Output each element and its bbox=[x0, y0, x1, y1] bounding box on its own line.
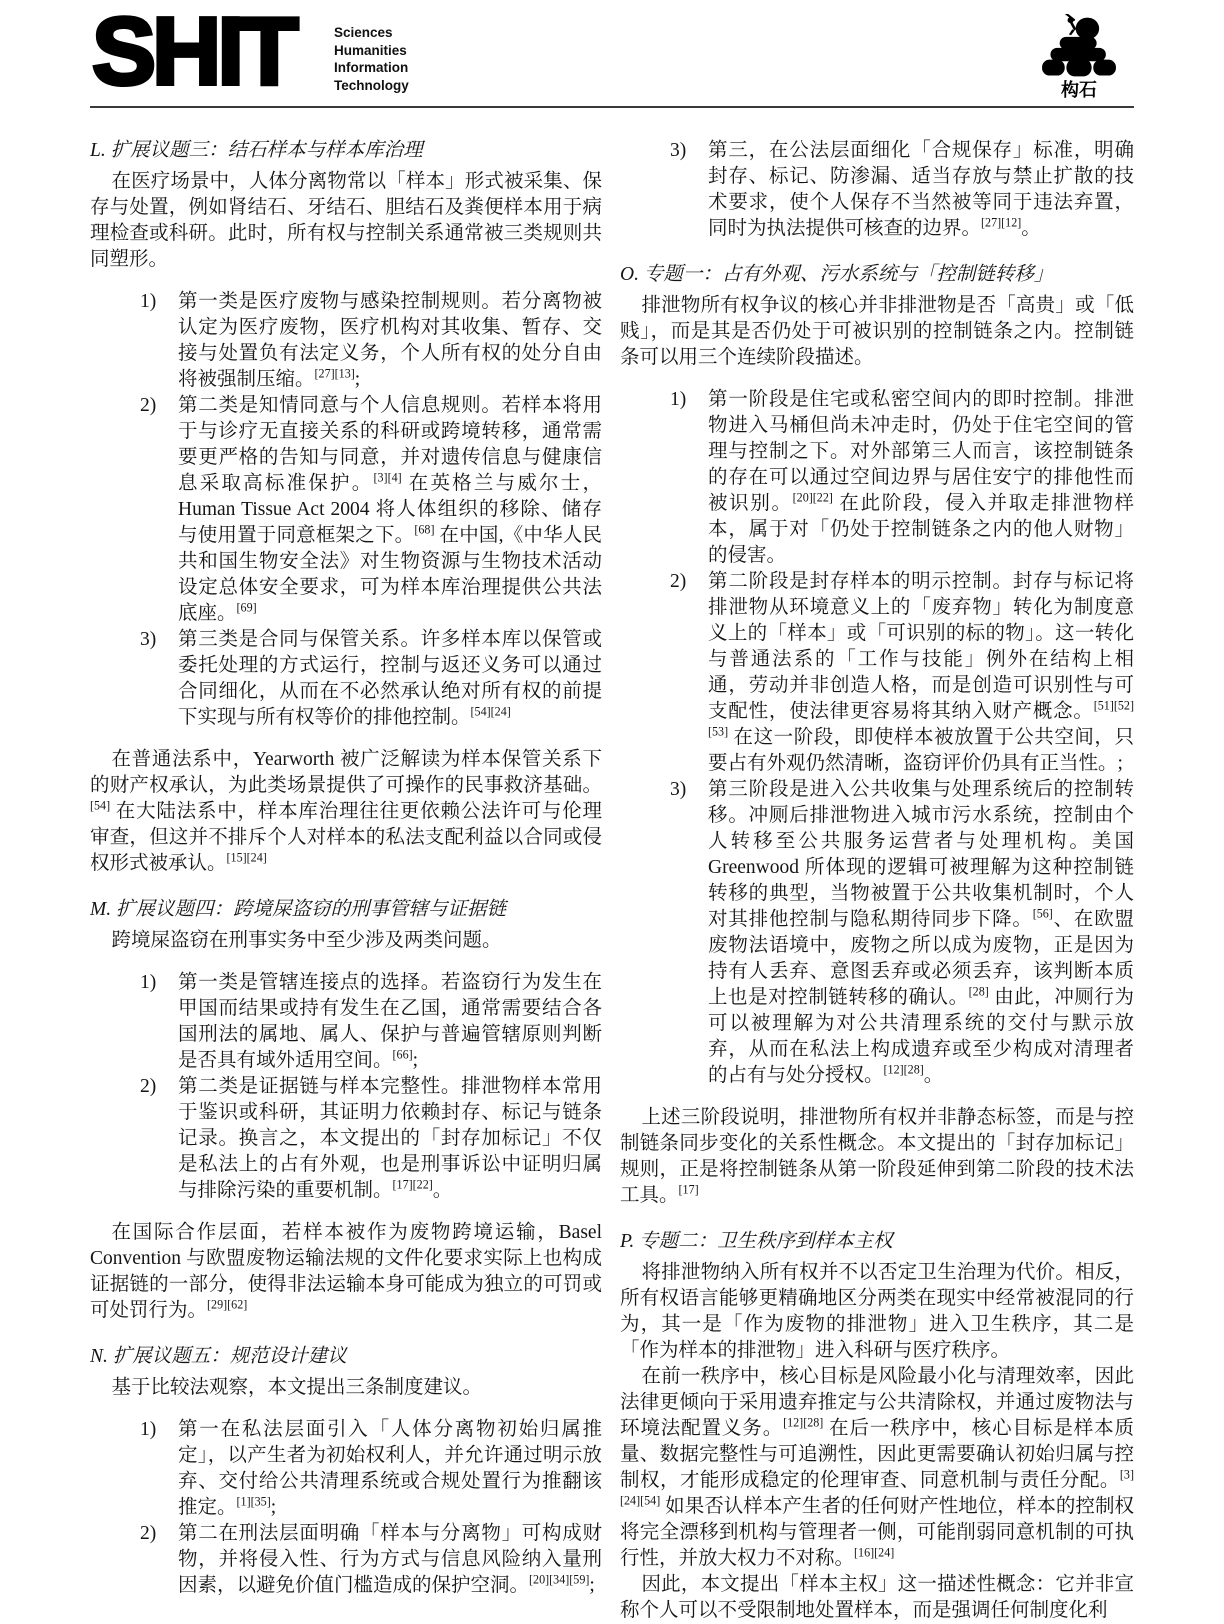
paragraph-common-law: 在普通法系中，Yearworth 被广泛解读为样本保管关系下的财产权承认，为此类场景提供了可操作的民事救济基础。[54] 在大陆法系中，样本库治理往往更依赖公法许可与伦理审查，但这并不排斥个人对样本的私法支配利益以合同或侵权形式被承认。[15][24] bbox=[90, 749, 602, 874]
section-N-list-continued bbox=[620, 138, 1134, 242]
list-item bbox=[620, 777, 1134, 1089]
section-N-list bbox=[90, 1417, 602, 1599]
section-L-intro: 在医疗场景中，人体分离物常以「样本」形式被采集、保存与处置，例如肾结石、牙结石、胆结石及粪便样本用于病理检查或科研。此时，所有权与控制关系通常被三类规则共同塑形。 bbox=[90, 171, 602, 270]
publisher-logo bbox=[1036, 14, 1122, 99]
list-item-text: 第二阶段是封存样本的明示控制。封存与标记将排泄物从环境意义上的「废弃物」转化为制度意义上的「样本」或「可识别的标的物」。这一转化与普通法系的「工作与技能」例外在结构上相通，劳动并非创造人格，而是创造可识别性与可支配性，使法律更容易将其纳入财产概念。[51][52][53] 在这一阶段，即使样本被放置于公共空间，只要占有外观仍然清晰，盗窃评价仍具有正当性。; bbox=[708, 571, 1134, 774]
list-item bbox=[90, 393, 602, 627]
list-item-number: 3) bbox=[140, 629, 157, 650]
list-item bbox=[90, 1074, 602, 1204]
list-item-text: 第二类是知情同意与个人信息规则。若样本将用于与诊疗无直接关系的科研或跨境转移，通常需要更严格的告知与同意，并对遗传信息与健康信息采取高标准保护。[3][4] 在英格兰与威尔士，Human Tissue Act 2004 将人体组织的移除、储存与使用置于同意框架之下。[68] 在中国,《中华人民共和国生物安全法》对生物资源与生物技术活动设定总体安全要求，可为样本库治理提供公共法底座。[69] bbox=[178, 395, 602, 624]
section-P-paragraph-2: 在前一秩序中，核心目标是风险最小化与清理效率，因此法律更倾向于采用遗弃推定与公共清除权，并通过废物法与环境法配置义务。[12][28] 在后一秩序中，核心目标是样本质量、数据完整性与可追溯性，因此更需要确认初始归属与控制权，才能形成稳定的伦理审查、同意机制与责任分配。[3][24][54] 如果否认样本产生者的任何财产性地位，样本的控制权将完全漂移到机构与管理者一侧，可能削弱同意机制的可执行性，并放大权力不对称。[16][24] bbox=[620, 1366, 1134, 1569]
section-O-list bbox=[620, 387, 1134, 1089]
list-item bbox=[620, 138, 1134, 242]
section-P-paragraph-3: 因此，本文提出「样本主权」这一描述性概念：它并非宣称个人可以不受限制地处置样本，而是强调任何制度化利 bbox=[620, 1574, 1134, 1621]
section-N-intro: 基于比较法观察，本文提出三条制度建议。 bbox=[111, 1377, 482, 1398]
section-heading-L: L. 扩展议题三：结石样本与样本库治理 bbox=[90, 140, 423, 161]
list-item-number: 2) bbox=[140, 1076, 157, 1097]
publisher-caption: 构石 bbox=[1061, 80, 1097, 100]
list-item-text: 第一阶段是住宅或私密空间内的即时控制。排泄物进入马桶但尚未冲走时，仍处于住宅空间的管理与控制之下。对外部第三人而言，该控制链条的存在可以通过空间边界与居住安宁的排他性而被识别。[20][22] 在此阶段，侵入并取走排泄物样本，属于对「仍处于控制链条之内的他人财物」的侵害。 bbox=[708, 389, 1134, 566]
list-item-number: 1) bbox=[140, 291, 157, 312]
list-item-number: 2) bbox=[140, 395, 157, 416]
section-P-paragraph-1: 将排泄物纳入所有权并不以否定卫生治理为代价。相反，所有权语言能够更精确地区分两类在现实中经常被混同的行为，其一是「作为废物的排泄物」进入卫生秩序，其二是「作为样本的排泄物」进入科研与医疗秩序。 bbox=[620, 1262, 1134, 1361]
list-item bbox=[90, 1521, 602, 1599]
section-L-list bbox=[90, 289, 602, 731]
section-M-intro: 跨境屎盗窃在刑事实务中至少涉及两类问题。 bbox=[111, 930, 502, 951]
subtitle-line: Sciences bbox=[334, 25, 393, 40]
list-item-number: 2) bbox=[140, 1523, 157, 1544]
list-item-text: 第三阶段是进入公共收集与处理系统后的控制转移。冲厕后排泄物进入城市污水系统，控制由个人转移至公共服务运营者与处理机构。美国 Greenwood 所体现的逻辑可被理解为这种控制链转移的典型，当物被置于公共收集机制时，个人对其排他控制与隐私期待同步下降。[56]、在欧盟废物法语境中，废物之所以成为废物，正是因为持有人丢弃、意图丢弃或必须丢弃，该判断本质上也是对控制链转移的确认。[28] 由此，冲厕行为可以被理解为对公共清理系统的交付与默示放弃，从而在私法上构成遗弃或至少构成对清理者的占有与处分授权。[12][28]。 bbox=[708, 779, 1134, 1086]
list-item-text: 第二在刑法层面明确「样本与分离物」可构成财物，并将侵入性、行为方式与信息风险纳入量刑因素，以避免价值门槛造成的保护空洞。[20][34][59]; bbox=[178, 1523, 602, 1596]
journal-logo: SHIT bbox=[92, 0, 295, 105]
header-divider bbox=[90, 106, 1134, 108]
list-item-number: 2) bbox=[670, 571, 687, 592]
list-item bbox=[620, 569, 1134, 777]
journal-logo-subtitle bbox=[334, 24, 409, 94]
section-M-list bbox=[90, 970, 602, 1204]
section-heading-M: M. 扩展议题四：跨境屎盗窃的刑事管辖与证据链 bbox=[90, 899, 506, 920]
subtitle-line: Humanities bbox=[334, 42, 407, 58]
list-item-number: 1) bbox=[670, 389, 687, 410]
list-item-text: 第一在私法层面引入「人体分离物初始归属推定」，以产生者为初始权利人，并允许通过明示放弃、交付给公共清理系统或合规处置行为推翻该推定。[1][35]; bbox=[178, 1419, 602, 1518]
list-item bbox=[620, 387, 1134, 569]
list-item-text: 第三类是合同与保管关系。许多样本库以保管或委托处理的方式运行，控制与返还义务可以通过合同细化，从而在不必然承认绝对所有权的前提下实现与所有权等价的排他控制。[54][24] bbox=[178, 629, 602, 728]
list-item-text: 第三，在公法层面细化「合规保存」标准，明确封存、标记、防渗漏、适当存放与禁止扩散的技术要求，使个人保存不当然被等同于违法弃置，同时为执法提供可核查的边界。[27][12]。 bbox=[708, 140, 1134, 239]
list-item bbox=[90, 289, 602, 393]
list-item-text: 第二类是证据链与样本完整性。排泄物样本常用于鉴识或科研，其证明力依赖封存、标记与链条记录。换言之，本文提出的「封存加标记」不仅是私法上的占有外观，也是刑事诉讼中证明归属与排除污染的重要机制。[17][22]。 bbox=[178, 1076, 602, 1201]
list-item bbox=[90, 1417, 602, 1521]
list-item-text: 第一类是管辖连接点的选择。若盗窃行为发生在甲国而结果或持有发生在乙国，通常需要结合各国刑法的属地、属人、保护与普遍管辖原则判断是否具有域外适用空间。[66]; bbox=[178, 972, 602, 1071]
right-column bbox=[620, 138, 1134, 1624]
section-heading-O: O. 专题一：占有外观、污水系统与「控制链转移」 bbox=[620, 264, 1054, 285]
paragraph-three-stages: 上述三阶段说明，排泄物所有权并非静态标签，而是与控制链条同步变化的关系性概念。本文提出的「封存加标记」规则，正是将控制链条从第一阶段延伸到第二阶段的技术法工具。[17] bbox=[620, 1107, 1134, 1206]
list-item-number: 3) bbox=[670, 779, 687, 800]
list-item-number: 1) bbox=[140, 1419, 157, 1440]
subtitle-line: Information bbox=[334, 60, 409, 75]
list-item-number: 3) bbox=[670, 140, 687, 161]
section-O-intro: 排泄物所有权争议的核心并非排泄物是否「高贵」或「低贱」，而是其是否仍处于可被识别的控制链条之内。控制链条可以用三个连续阶段描述。 bbox=[620, 295, 1134, 368]
subtitle-line: Technology bbox=[334, 77, 409, 93]
stone-pile-sisyphus-icon bbox=[1037, 14, 1121, 80]
paragraph-international: 在国际合作层面，若样本被作为废物跨境运输，Basel Convention 与欧盟废物运输法规的文件化要求实际上也构成证据链的一部分，使得非法运输本身可能成为独立的可罚或可处罚行为。[29][62] bbox=[90, 1222, 602, 1321]
list-item-number: 1) bbox=[140, 972, 157, 993]
left-column bbox=[90, 138, 602, 1615]
list-item-text: 第一类是医疗废物与感染控制规则。若分离物被认定为医疗废物，医疗机构对其收集、暂存、交接与处置负有法定义务，个人所有权的处分自由将被强制压缩。[27][13]; bbox=[178, 291, 602, 390]
list-item bbox=[90, 627, 602, 731]
section-heading-P: P. 专题二：卫生秩序到样本主权 bbox=[620, 1231, 893, 1252]
section-heading-N: N. 扩展议题五：规范设计建议 bbox=[90, 1346, 347, 1367]
list-item bbox=[90, 970, 602, 1074]
